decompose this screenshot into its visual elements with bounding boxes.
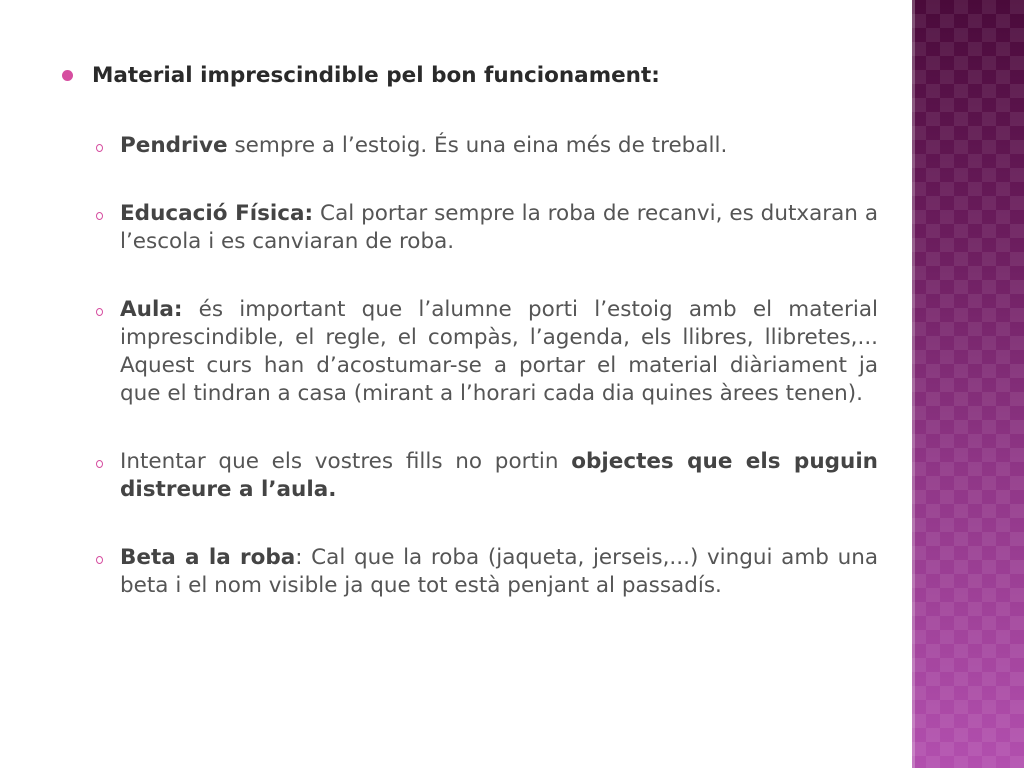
main-bullet xyxy=(62,62,878,90)
ring-bullet-icon xyxy=(96,212,103,220)
main-bullet-text: Material imprescindible pel bon funcionament: xyxy=(92,63,660,88)
slide-content xyxy=(62,62,878,640)
material-list xyxy=(62,132,878,600)
item-bold: Beta a la roba xyxy=(120,545,296,570)
ring-bullet-icon xyxy=(96,460,103,468)
item-bold: Aula: xyxy=(120,297,183,322)
item-bold: Pendrive xyxy=(120,133,228,158)
item-text: : Cal que la roba (jaqueta, jerseis,...) vingui amb una beta i el nom visible ja que tot està penjant al passadís. xyxy=(120,545,878,598)
item-text: sempre a l’estoig. És una eina més de treball. xyxy=(227,133,728,158)
decorative-side-panel xyxy=(912,0,1024,768)
ring-bullet-icon xyxy=(96,308,103,316)
list-item-educacio-fisica xyxy=(62,200,878,256)
item-text: Cal portar sempre la roba de recanvi, es dutxaran a l’escola i es canviaran de roba. xyxy=(120,201,878,254)
list-item-objectes xyxy=(62,448,878,504)
list-item-aula xyxy=(62,296,878,408)
item-text: és important que l’alumne porti l’estoig amb el material imprescindible, el regle, el compàs, l’agenda, els llibres, llibretes,... Aquest curs han d’acostumar-se a portar el material diàriament ja que el tindran a casa (mirant a l’horari cada dia quines àrees tenen). xyxy=(120,297,878,406)
item-bold: Educació Física: xyxy=(120,201,314,226)
item-bold: objectes que els puguin distreure a l’aula. xyxy=(120,449,878,502)
bullet-dot-icon xyxy=(62,70,73,81)
ring-bullet-icon xyxy=(96,144,103,152)
ring-bullet-icon xyxy=(96,556,103,564)
item-text: Intentar que els vostres fills no portin xyxy=(120,449,572,474)
list-item-beta-roba xyxy=(62,544,878,600)
list-item-pendrive xyxy=(62,132,878,160)
